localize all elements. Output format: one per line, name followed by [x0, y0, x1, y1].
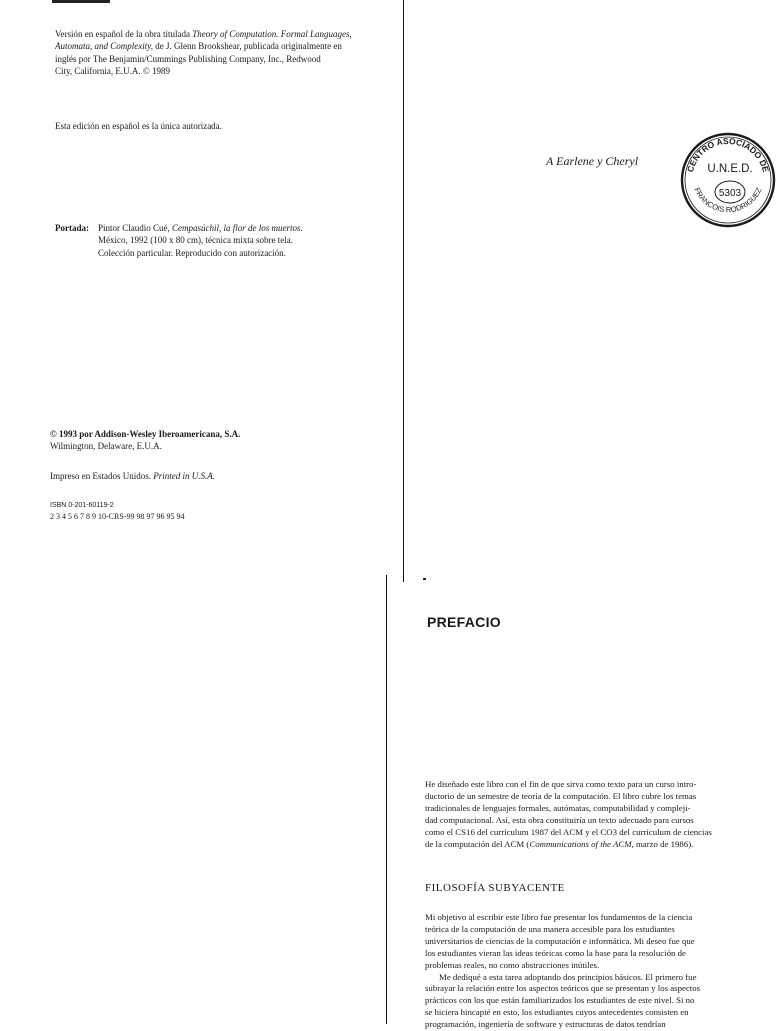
publisher-location: Wilmington, Delaware, E.U.A. [50, 441, 162, 452]
intro-line: tradicionales de lenguajes formales, autómatas, computabilidad y compleji- [425, 802, 691, 813]
para1-line: problemas reales, no como abstracciones inútiles. [425, 959, 600, 970]
cover-label: Portada: [55, 223, 89, 233]
publisher-block [50, 428, 380, 453]
cover-artwork-title: Cempasúchil, la flor de los muertos. [172, 223, 303, 233]
cover-line-3: Colección particular. Reproducido con autorización. [98, 247, 286, 258]
intro-line: como el CS16 del currículum 1987 del ACM y el CO3 del currículum de ciencias [425, 826, 712, 837]
section-body [425, 912, 757, 1031]
copyright-line-2b: de J. Glenn Brookshear, publicada originalmente en [153, 41, 342, 52]
para1-line: Mi objetivo al escribir este libro fue presentar los fundamentos de la ciencia [425, 912, 693, 922]
stamp-number: 5303 [718, 188, 742, 199]
publisher-name: Addison-Wesley Iberoamericana, S.A. [94, 429, 241, 439]
para1-line: universitarios de ciencias de la computación e informática. Mi deseo fue que [425, 935, 695, 946]
intro-line: He diseñado este libro con el fin de que sirva como texto para un curso intro- [425, 779, 697, 789]
cover-line-2: México, 1992 (100 x 80 cm), técnica mixta sobre tela. [98, 235, 293, 246]
page-gutter-bottom [386, 575, 387, 1024]
intro-last-a: de la computación del ACM ( [425, 838, 530, 849]
original-title: Theory of Computation. Formal Languages, [192, 29, 352, 39]
isbn: ISBN 0-201-60119-2 [50, 502, 114, 509]
cover-line-1a: Pintor Claudio Cué, [98, 223, 172, 233]
preface-intro [425, 779, 757, 850]
journal-name: Communications of the ACM, [529, 838, 634, 849]
header-bar-remnant [52, 0, 110, 3]
para2-line: Me dediqué a esta tarea adoptando dos principios básicos. El primero fue [439, 971, 697, 982]
printed-in-line [50, 470, 215, 482]
cover-text [98, 222, 383, 259]
copyright-line-3: inglés por The Benjamin/Cummings Publishing Company, Inc., Redwood [55, 53, 321, 64]
para2-line: subrayar la relación entre los aspectos teóricos que se presentan y los aspectos [425, 983, 701, 994]
intro-line-last [425, 839, 757, 851]
copyright-line-4: City, California, E.U.A. © 1989 [55, 65, 170, 76]
para2-line: se hiciera hincapié en esto, los estudiantes cuyos antecedentes consisten en [425, 1007, 689, 1018]
copyright-paragraph [55, 28, 385, 77]
para1-line: teórica de la computación de una manera accesible para los estudiantes [425, 923, 675, 934]
intro-last-c: marzo de 1986). [633, 838, 694, 849]
library-stamp [678, 128, 778, 228]
section-heading: FILOSOFÍA SUBYACENTE [425, 882, 565, 894]
printed-in-english: Printed in U.S.A. [153, 471, 215, 481]
para2-line: prácticos con los que están familiarizados los estudiantes de este nivel. Si no [425, 995, 695, 1006]
preface-title: PREFACIO [427, 614, 501, 630]
para2-line: programación, ingeniería de software y estructuras de datos tendrían [425, 1019, 666, 1030]
original-title-cont: Automata, and Complexity, [55, 41, 153, 52]
stamp-top-arc-text: CENTRO ASOCIADO DE [684, 135, 772, 174]
page-gutter-top [403, 0, 404, 582]
intro-line: dad computacional. Así, esta obra constituiría un texto adecuado para cursos [425, 814, 694, 825]
intro-line: ductorio de un semestre de teoría de la computación. El libro cubre los temas [425, 790, 697, 801]
authorized-edition-note: Esta edición en español es la única autorizada. [55, 121, 222, 131]
print-run-numbers: 2 3 4 5 6 7 8 9 10-CRS-99 98 97 96 95 94 [50, 512, 185, 521]
printed-in-spanish: Impreso en Estados Unidos. [50, 471, 154, 481]
gutter-mark [423, 578, 426, 580]
copyright-line-1a: Versión en español de la obra titulada [55, 29, 193, 39]
publisher-copyright: © 1993 por [50, 429, 95, 439]
stamp-bottom-arc-text: FRANCOIS RODRIGUEZ [692, 186, 764, 215]
stamp-center-text: U.N.E.D. [707, 163, 753, 175]
para1-line: los estudiantes vieran las ideas teóricas como la base para la resolución de [425, 947, 686, 958]
dedication: A Earlene y Cheryl [546, 154, 639, 168]
